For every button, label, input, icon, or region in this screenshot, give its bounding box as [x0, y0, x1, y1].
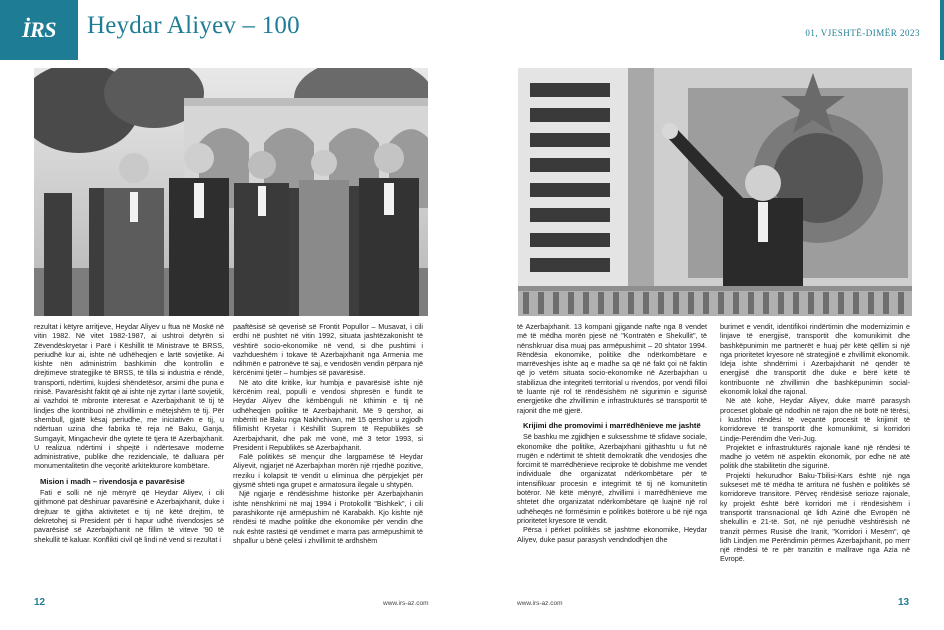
paragraph: Projekti hekurudhor Baku-Tbilisi-Kars është një nga sukseset më të mëdha të arritura në fushën e politikës së korridoreve transitore. Përveç rëndësisë serioze rajonale, ky projekt është bërë korridori më i rëndësishëm i transportit transnacional që lidh Azinë dhe Evropën në shekullin e 21-të. Sot, në një periudhë vështirësish në tranzit përmes Rusisë dhe Iranit, "Korridori i Mesëm", që lidh Lindjen me Perëndimin përmes Azerbajxhanit, po merr një rëndësi të re për tranzitin e mallrave nga Azia në Evropë.: [720, 470, 910, 564]
paragraph: rezultat i këtyre arritjeve, Heydar Aliyev u ftua në Moskë në vitin 1982. Në vitet 1982-1987, ai ushtroi detyrën si Zëvendëskryetar i Parë i Këshillit të Ministrave të BRSS, periudhë kur ai, ishte në udhëheqjen e lartë sovjetike. Ai kishte nën administrim bashkimin dhe kontrollin e drejtimeve strategjike të BRSS, të tilla si industria e rëndë, transporti, ndërtimi, kujdesi shëndetësor, arsimi dhe puna e rinisë. Pavarësisht faktit që ai ishte një zyrtar i lartë sovjetik, ai vazhdoi të mbronte interesat e Azerbajxhanit të tij të lindjes dhe kontribuoi në zhvillimin e mëtejshëm të tij. Për shembull, gjatë kësaj periudhe, me iniciativën e tij, u ndërtuan uzina dhe fabrika të reja në Baku, Ganja, Sumgayit, Mingachevir dhe qytete të tjera të Azerbajxhanit. U realizua ndërtimi i shpejtë i ndërtesave moderne administrative, publike dhe rezidenciale, të dalluara për monumentalitetin dhe veçoritë arkitekturore kombëtare.: [34, 322, 224, 471]
paragraph: Projektet e infrastrukturës rajonale kanë një rëndësi të madhe jo vetëm në aspektin ekonomik, por edhe në atë politik dhe stabilitetin dhe sigurinë.: [720, 442, 910, 471]
photo-aliyev-waving-graphic: [518, 68, 912, 316]
text-column-2: [233, 322, 423, 590]
edge-accent-bar: [940, 0, 944, 60]
paragraph: burimet e vendit, identifikoi rindërtimin dhe modernizimin e linjave të energjisë, transportit dhe komunikimit dhe bashkëpunimin me partnerët e huaj për këtë qëllim si një nga prioritetet kryesore në strategjinë e zhvillimit ekonomik. Ideja ishte shndërrimi i Azerbajxhanit në qendër të energjisë dhe transportit dhe duke e bërë këtë të kontribuonte në zhvillimin dhe bashkëpunimin social-ekonomik lokal dhe rajonal.: [720, 322, 910, 397]
text-column-1: [34, 322, 224, 590]
paragraph: Në atë kohë, Heydar Aliyev, duke marrë parasysh proceset globale që ndodhin në rajon dhe në botë në tërësi, i kushtoi rëndësi të veçantë procesit të krijimit të korridoreve të transportit dhe komunikimit, si korridori Lindje-Perëndim dhe Veri-Jug.: [720, 396, 910, 443]
paragraph: Një ngjarje e rëndësishme historike për Azerbajxhanin ishte nënshkrimi në maj 1994 i Protokollit "Bishkek", i cili parashikonte një armëpushim në Karabakh. Kjo kishte një rëndësi të madhe politike dhe ekonomike për vendin dhe nuk është rastësi që vendimet e marra pas armëpushimit të shpallur u bënë çelësi i zhvillimit të ardhshëm: [233, 489, 423, 545]
photo-group-officials: [34, 68, 428, 316]
photo-group-officials-graphic: [34, 68, 428, 316]
paragraph: Në ato ditë kritike, kur humbja e pavarësisë ishte një kërcënim real, populli e vendosi shpresën e fundit te Heydar Aliyev dhe këmbënguli në kthimin e tij në udhëheqjen politike të Azerbajxhanit. Më 9 qershor, ai mbërriti në Baku nga Nakhchivan, më 15 qershor u zgjodh fillimisht Kryetar i Këshillit Suprem të Republikës së Azerbajxhanit, dhe pak më vonë, më 3 tetor 1993, si President i Republikës së Azerbajxhanit.: [233, 377, 423, 452]
text-column-4: [720, 322, 910, 590]
photo-aliyev-waving: [518, 68, 912, 316]
section-heading: Krijimi dhe promovimi i marrëdhënieve me jashtë: [523, 420, 701, 430]
paragraph: të Azerbajxhanit. 13 kompani gjigande nafte nga 8 vendet më të mëdha morën pjesë në "Kontratën e Shekullit", të nënshkruar disa muaj pas armëpushimit – 20 shtator 1994. Rëndësia ekonomike, politike dhe ndërkombëtare e marrëveshjes ishte aq e madhe sa që në fakt çoi në faktin që jo vetëm situata socio-ekonomike në Azerbajxhan u stabilizua dhe integriteti territorial u rivendos, por vendi filloi të luante një rol të rëndësishëm në sigurimin e sigurisë energjetike dhe zhvillimin e infrastrukturës së transportit të rajonit dhe më gjerë.: [517, 322, 707, 415]
paragraph: paaftësisë së qeverisë së Frontit Popullor – Musavat, i cili erdhi në pushtet në vitin 1992, situata jashtëzakonisht të vështirë socio-ekonomike në vend, si dhe pushtimi i vazhdueshëm i tokave të Azerbajxhanit nga Armenia me ndihmën e patronëve të saj, e vendosën vendin përpara një kërcënimi tjetër – humbjes së pavarësisë.: [233, 322, 423, 378]
paragraph: Falë politikës së mençur dhe largpamëse të Heydar Aliyevit, ngjarjet në Azerbajxhan morën një rrjedhë pozitive, rreziku i kolapsit të vendit u eliminua dhe përpjekjet për gjysmë shteti nga grupet e armatosura ilegale u shtypën.: [233, 452, 423, 490]
section-heading: Mision i madh – rivendosja e pavarësisë: [40, 476, 185, 486]
paragraph: Fati e solli në një mënyrë që Heydar Aliyev, i cili gjithmonë pat dëshiruar pavarësinë e Azerbajxhanit, duke i drejtuar të gjitha aktivitetet e tij në këtë drejtim, të dekretohej si President për ti hapur udhë rivendosjes së pavarësisë së Azerbajxhanit në fillim të viteve '90 të shekullit të kaluar. Konflikti civil që lindi në vend si rezultat i: [34, 488, 224, 544]
paragraph: Përsa i përket politikës së jashtme ekonomike, Heydar Aliyev, duke pasur parasysh vendndodhjen dhe: [517, 525, 707, 544]
paragraph: Së bashku me zgjidhjen e suksesshme të sfidave sociale, ekonomike dhe politike, Azerbajxhani gjithashtu u fut në rrugën e ndërtimit të shtetit demokratik dhe vendosjes dhe forcimit të marrëdhënieve reciproke të dobishme me vendet individuale dhe organizatat ndërkombëtare për të intensifikuar procesin e integrimit të tij në komunitetin botëror. Në këtë mënyrë, zhvillimi i marrëdhënieve me shtetet dhe organizatat ndërkombëtare që luajnë një rol udhëheqës në formësimin e politikës botërore u bë një nga prioritetet kryesore të vendit.: [517, 432, 707, 525]
text-column-3: [517, 322, 707, 590]
irs-logo: İRS: [0, 0, 78, 60]
page-number-right: 13: [898, 597, 910, 608]
series-title: Heydar Aliyev – 100: [87, 12, 300, 39]
issue-label: 01, VJESHTË-DIMËR 2023: [805, 28, 920, 38]
page-number-left: 12: [34, 597, 46, 608]
footer-url-right[interactable]: www.irs-az.com: [517, 600, 563, 607]
footer-url-left[interactable]: www.irs-az.com: [383, 600, 429, 607]
